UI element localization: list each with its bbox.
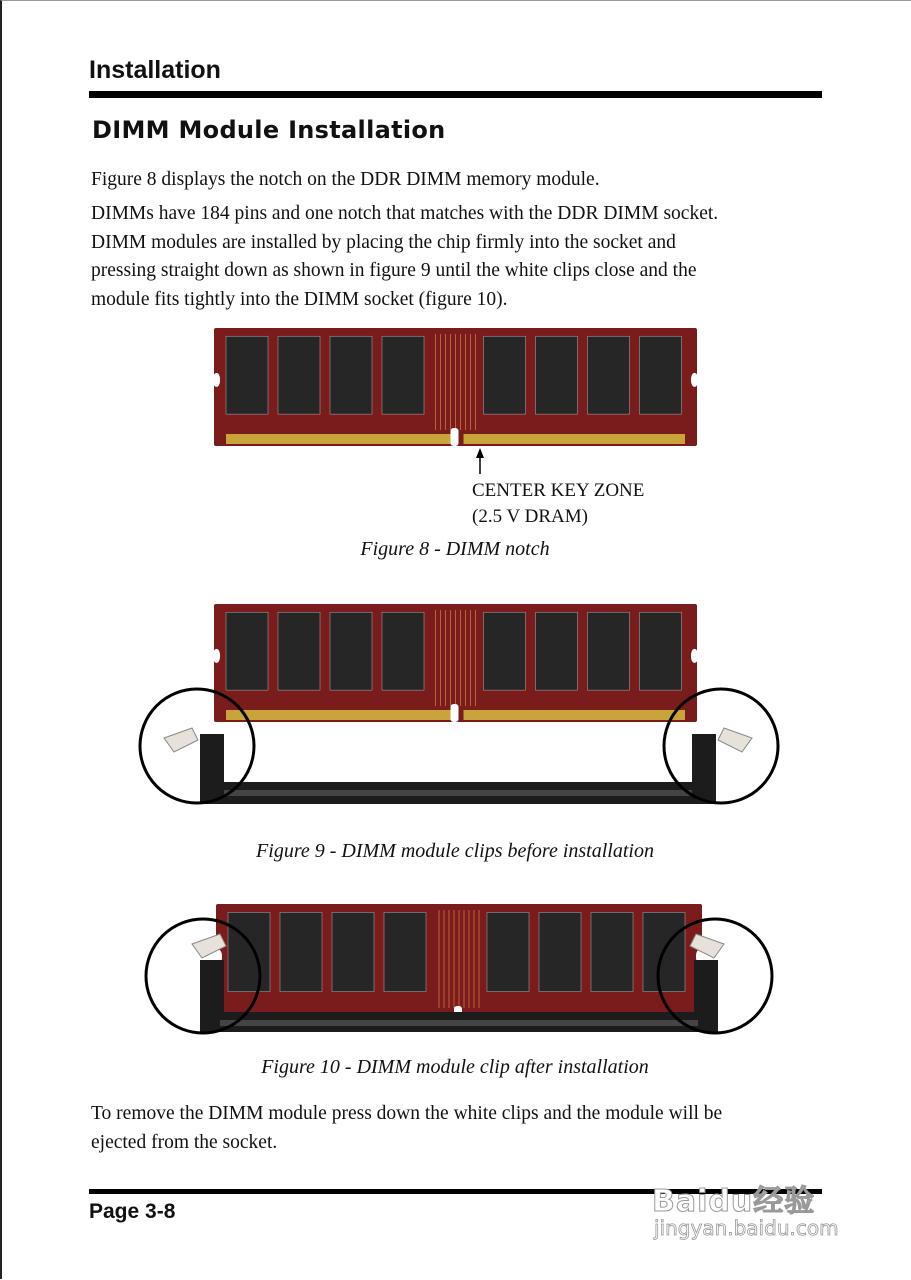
watermark-url: jingyan.baidu.com xyxy=(654,1216,839,1240)
clip-open-right xyxy=(718,728,752,752)
memory-chip xyxy=(332,912,374,991)
removal-paragraph xyxy=(91,1100,831,1157)
white-clip xyxy=(718,728,752,752)
clip-open-left xyxy=(164,728,198,752)
memory-chip xyxy=(228,912,270,991)
socket-slot xyxy=(220,1020,698,1026)
key-zone-line1: CENTER KEY ZONE xyxy=(472,480,645,501)
memory-chip xyxy=(487,912,529,991)
memory-chip xyxy=(640,336,682,414)
key-zone-line2: (2.5 V DRAM) xyxy=(472,506,588,527)
gold-contacts-left xyxy=(226,710,452,720)
dimm-module-fig8 xyxy=(213,328,698,446)
socket-base-fig9 xyxy=(200,782,716,804)
pcb-side-notch xyxy=(691,373,698,387)
memory-chip xyxy=(384,912,426,991)
key-zone-arrowhead xyxy=(476,448,484,458)
figure-9-caption: Figure 9 - DIMM module clips before installation xyxy=(256,840,654,862)
memory-chip xyxy=(591,912,633,991)
pcb-side-notch xyxy=(691,649,698,663)
center-key-notch xyxy=(451,428,459,446)
memory-chip xyxy=(640,612,682,690)
white-clip xyxy=(164,728,198,752)
figure-8-caption: Figure 8 - DIMM notch xyxy=(360,538,550,560)
memory-chip xyxy=(278,336,320,414)
intro-paragraph: Figure 8 displays the notch on the DDR DIMM memory module. xyxy=(91,169,600,190)
gold-contacts-right xyxy=(464,710,686,720)
pcb-side-notch xyxy=(213,649,220,663)
install-line: DIMM modules are installed by placing the chip firmly into the socket and xyxy=(91,231,676,253)
memory-chip xyxy=(330,336,372,414)
gold-contacts-left xyxy=(226,434,452,444)
figure-10-caption: Figure 10 - DIMM module clip after installation xyxy=(261,1056,649,1078)
install-line: module fits tightly into the DIMM socket (figure 10). xyxy=(91,288,508,310)
center-key-zone-label xyxy=(472,478,644,530)
dimm-module-fig9 xyxy=(213,604,698,722)
memory-chip xyxy=(536,336,578,414)
memory-chip xyxy=(536,612,578,690)
install-line: pressing straight down as shown in figure 9 until the white clips close and the xyxy=(91,260,697,281)
memory-chip xyxy=(382,612,424,690)
watermark-brand: Baidu经验 xyxy=(652,1184,816,1219)
memory-chip xyxy=(226,612,268,690)
removal-line: ejected from the socket. xyxy=(91,1131,278,1153)
pcb-side-notch xyxy=(213,373,220,387)
highlight-circle-right-fig9 xyxy=(664,689,778,803)
memory-chip xyxy=(226,336,268,414)
memory-chip xyxy=(280,912,322,991)
dimm-module-fig10 xyxy=(215,904,703,1024)
memory-chip xyxy=(588,612,630,690)
install-line: DIMMs have 184 pins and one notch that matches with the DDR DIMM socket. xyxy=(91,203,719,224)
socket-base-fig10 xyxy=(200,1012,718,1032)
page-number: Page 3-8 xyxy=(89,1200,176,1223)
section-header: Installation xyxy=(89,56,221,84)
center-key-notch xyxy=(451,704,459,722)
memory-chip xyxy=(588,336,630,414)
highlight-circle-left-fig9 xyxy=(140,689,254,803)
memory-chip xyxy=(330,612,372,690)
memory-chip xyxy=(484,336,526,414)
memory-chip xyxy=(539,912,581,991)
socket-end-right xyxy=(692,734,716,804)
socket-end-left xyxy=(200,734,224,804)
removal-line: To remove the DIMM module press down the white clips and the module will be xyxy=(91,1103,723,1124)
memory-chip xyxy=(484,612,526,690)
memory-chip xyxy=(278,612,320,690)
memory-chip xyxy=(382,336,424,414)
socket-slot xyxy=(220,790,696,796)
gold-contacts-right xyxy=(464,434,686,444)
page-title: DIMM Module Installation xyxy=(92,116,446,144)
